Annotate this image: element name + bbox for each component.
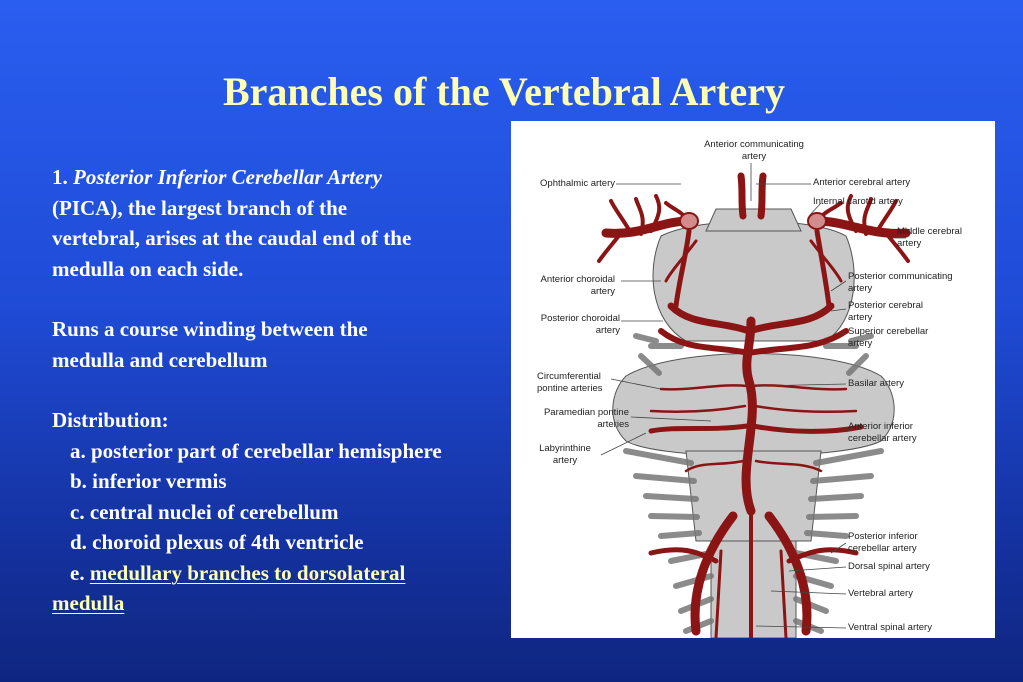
label-ophthalmic: Ophthalmic artery: [540, 178, 615, 189]
label-basilar: Basilar artery: [848, 378, 904, 389]
anterior-cerebral-right: [761, 176, 763, 216]
para2-line1: Runs a course winding between the: [52, 317, 368, 341]
para2-line2: medulla and cerebellum: [52, 347, 268, 372]
optic-chiasm: [706, 209, 801, 231]
label-anterior-communicating: Anterior communicating artery: [704, 139, 804, 162]
label-circumferential-pontine: Circumferential pontine arteries: [537, 371, 603, 394]
distribution-item-b: b. inferior vermis: [70, 469, 227, 493]
label-anterior-inferior-cerebellar: Anterior inferior cerebellar artery: [848, 421, 917, 444]
distribution-item-e-continued: [52, 588, 522, 619]
brainstem-arteries-figure: [511, 121, 995, 638]
para1-line4: medulla on each side.: [52, 256, 244, 281]
label-paramedian-pontine: Paramedian pontine arteries: [543, 407, 629, 430]
para1-line2: (PICA), the largest branch of the: [52, 195, 348, 220]
label-vertebral: Vertebral artery: [848, 588, 913, 599]
slide-body: [52, 162, 522, 619]
label-superior-cerebellar: Superior cerebellar artery: [848, 326, 929, 349]
slide-title: Branches of the Vertebral Artery: [222, 69, 786, 114]
distribution-item-d: d. choroid plexus of 4th ventricle: [70, 530, 364, 554]
label-internal-carotid: Internal carotid artery: [813, 196, 903, 207]
para1-line3: vertebral, arises at the caudal end of the: [52, 226, 412, 250]
item-e-continued: medulla: [52, 591, 125, 615]
label-anterior-choroidal: Anterior choroidal artery: [540, 274, 615, 297]
para1-number: 1.: [52, 165, 73, 189]
label-ventral-spinal: Ventral spinal artery: [848, 622, 932, 633]
label-dorsal-spinal: Dorsal spinal artery: [848, 561, 930, 572]
label-posterior-communicating: Posterior communicating artery: [848, 271, 953, 294]
distribution-item-a: a. posterior part of cerebellar hemisphere: [70, 438, 442, 463]
label-middle-cerebral: Middle cerebral artery: [897, 226, 962, 249]
distribution-heading: Distribution:: [52, 408, 169, 432]
mcs-branches-left: [599, 196, 659, 261]
distribution-item-c: c. central nuclei of cerebellum: [70, 499, 339, 524]
item-e-highlight: medullary branches to dorsolateral: [89, 560, 406, 585]
anterior-cerebral-left: [741, 176, 743, 216]
para1-artery-name: Posterior Inferior Cerebellar Artery: [73, 165, 382, 189]
label-posterior-choroidal: Posterior choroidal artery: [540, 313, 620, 336]
label-anterior-cerebral: Anterior cerebral artery: [813, 177, 911, 188]
para1-line1: [52, 162, 522, 193]
label-posterior-cerebral: Posterior cerebral artery: [848, 300, 923, 323]
label-labyrinthine: Labyrinthine artery: [539, 443, 591, 466]
item-e-prefix: e.: [70, 560, 90, 585]
label-posterior-inferior-cerebellar: Posterior inferior cerebellar artery: [848, 531, 918, 554]
distribution-item-e: [52, 558, 522, 589]
